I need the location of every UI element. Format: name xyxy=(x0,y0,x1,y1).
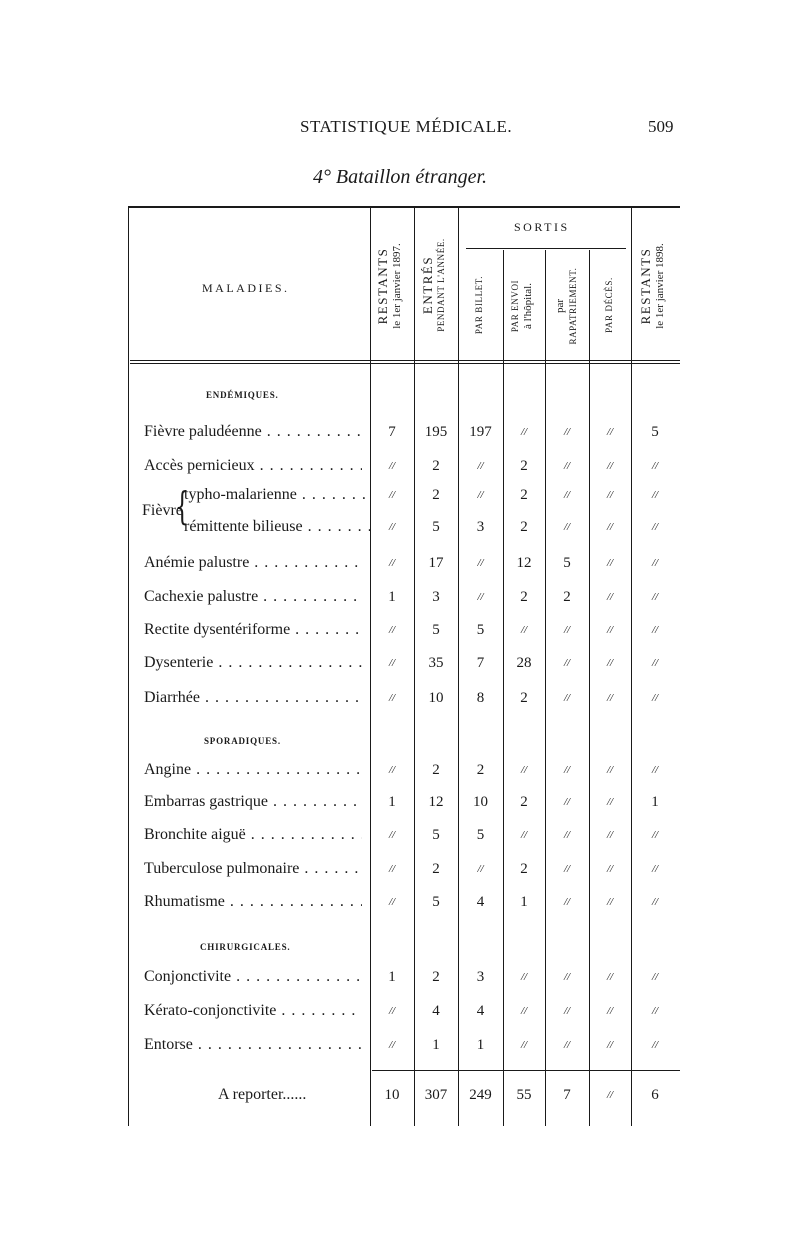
cell-restants-debut: 1 xyxy=(388,794,396,810)
cell-entres: 12 xyxy=(428,794,444,810)
fievre-brace: { xyxy=(174,484,190,528)
total-par-rapatriement: 7 xyxy=(563,1087,571,1103)
header-bottom-rule xyxy=(130,360,680,361)
cell-par-rapatriement: // xyxy=(563,657,571,669)
cell-par-envoi: 12 xyxy=(516,555,532,571)
cell-par-rapatriement: // xyxy=(563,829,571,841)
cell-par-billet: 5 xyxy=(476,827,485,843)
cell-par-rapatriement: // xyxy=(563,521,571,533)
row-label: Conjonctivite . . . xyxy=(144,965,362,989)
cell-par-envoi: 2 xyxy=(520,589,528,605)
total-par-billet: 249 xyxy=(469,1087,492,1103)
restants-debut-header xyxy=(376,221,408,351)
cell-restants-fin: // xyxy=(651,1005,659,1017)
cell-par-envoi: 2 xyxy=(520,519,528,535)
row-label: Rectite dysentériforme . . . xyxy=(144,618,362,642)
cell-entres: 3 xyxy=(432,589,440,605)
cell-par-deces: // xyxy=(606,829,614,841)
par-envoi-title: PAR ENVOI xyxy=(510,279,520,333)
cell-entres: 2 xyxy=(432,969,440,985)
table-row xyxy=(0,515,800,539)
row-label: Dysenterie . . . xyxy=(144,651,362,675)
running-title: STATISTIQUE MÉDICALE. xyxy=(300,117,513,136)
cell-par-envoi: // xyxy=(520,971,528,983)
total-row xyxy=(0,1083,800,1107)
row-label: Rhumatisme . . . xyxy=(144,890,362,914)
par-deces-header xyxy=(603,255,617,355)
cell-par-rapatriement: // xyxy=(563,796,571,808)
cell-par-rapatriement: // xyxy=(563,971,571,983)
cell-restants-fin: // xyxy=(651,557,659,569)
restants-fin-header xyxy=(639,221,671,351)
cell-par-envoi: // xyxy=(520,624,528,636)
cell-restants-debut: // xyxy=(388,829,396,841)
cell-entres: 10 xyxy=(428,690,444,706)
cell-par-envoi: // xyxy=(520,426,528,438)
cell-restants-debut: // xyxy=(388,1005,396,1017)
row-label: Entorse . . . xyxy=(144,1033,362,1057)
cell-restants-debut: // xyxy=(388,657,396,669)
total-restants-debut: 10 xyxy=(384,1087,400,1103)
cell-par-deces: // xyxy=(606,657,614,669)
cell-par-billet: // xyxy=(477,489,484,501)
cell-restants-debut: // xyxy=(388,460,396,472)
table-row xyxy=(0,999,800,1023)
cell-restants-fin: // xyxy=(651,591,659,603)
cell-par-envoi: // xyxy=(520,764,528,776)
cell-par-rapatriement: // xyxy=(563,1005,571,1017)
cell-par-deces: // xyxy=(606,692,614,704)
cell-restants-debut: // xyxy=(388,863,396,875)
cell-par-deces: // xyxy=(606,489,614,501)
cell-par-deces: // xyxy=(606,764,614,776)
cell-restants-fin: // xyxy=(651,1039,659,1051)
cell-par-billet: 2 xyxy=(476,762,485,778)
cell-par-rapatriement: 5 xyxy=(563,555,571,571)
cell-restants-fin: // xyxy=(651,692,659,704)
cell-restants-debut: // xyxy=(388,1039,396,1051)
total-label: A reporter...... xyxy=(218,1086,307,1103)
page-number: 509 xyxy=(648,117,674,136)
cell-par-rapatriement: // xyxy=(563,1039,571,1051)
row-label: Bronchite aiguë . . . xyxy=(144,823,362,847)
cell-par-billet: 5 xyxy=(476,622,485,638)
total-rule xyxy=(372,1070,680,1071)
cell-par-deces: // xyxy=(606,896,614,908)
cell-restants-debut: 7 xyxy=(388,424,396,440)
cell-restants-fin: // xyxy=(651,624,659,636)
cell-entres: 5 xyxy=(432,622,440,638)
row-label: Embarras gastrique . . . xyxy=(144,790,362,814)
cell-par-envoi: 1 xyxy=(520,894,528,910)
cell-par-deces: // xyxy=(606,1005,614,1017)
total-entres: 307 xyxy=(424,1087,448,1103)
cell-restants-debut: // xyxy=(388,764,396,776)
cell-par-billet: // xyxy=(477,460,484,472)
maladies-header: MALADIES. xyxy=(202,281,290,295)
cell-entres: 5 xyxy=(432,519,440,535)
cell-par-envoi: 2 xyxy=(520,487,528,503)
cell-entres: 195 xyxy=(424,424,448,440)
row-label: Angine . . . xyxy=(144,758,362,782)
table-row xyxy=(0,823,800,847)
cell-par-rapatriement: // xyxy=(563,692,571,704)
table-row xyxy=(0,420,800,444)
cell-par-billet: 4 xyxy=(476,1003,485,1019)
table-row xyxy=(0,651,800,675)
cell-entres: 35 xyxy=(428,655,444,671)
entres-header xyxy=(421,220,451,350)
cell-restants-debut: // xyxy=(388,624,396,636)
cell-par-billet: 3 xyxy=(476,969,485,985)
cell-par-billet: 3 xyxy=(476,519,485,535)
table-row xyxy=(0,1033,800,1057)
restants-debut-date: le 1er janvier 1897. xyxy=(391,243,403,329)
section-sporadiques: SPORADIQUES. xyxy=(204,736,281,746)
row-label: Kérato-conjonctivite . . . xyxy=(144,999,362,1023)
cell-entres: 5 xyxy=(432,827,440,843)
cell-restants-fin: // xyxy=(651,896,659,908)
entres-subtitle: PENDANT L'ANNÉE. xyxy=(436,238,446,332)
cell-restants-debut: // xyxy=(388,896,396,908)
table-top-rule xyxy=(128,206,680,208)
cell-par-billet: // xyxy=(477,557,484,569)
cell-par-billet: 1 xyxy=(476,1037,485,1053)
cell-par-envoi: // xyxy=(520,1039,528,1051)
cell-restants-fin: // xyxy=(651,764,659,776)
table-row xyxy=(0,857,800,881)
table-row xyxy=(0,890,800,914)
par-rapatriement-header xyxy=(553,256,581,356)
par-envoi-header xyxy=(509,256,537,356)
table-row xyxy=(0,790,800,814)
par-billet-title: PAR BILLET. xyxy=(474,275,484,335)
cell-par-envoi: 2 xyxy=(520,458,528,474)
cell-par-envoi: // xyxy=(520,1005,528,1017)
cell-par-rapatriement: // xyxy=(563,426,571,438)
cell-entres: 2 xyxy=(432,861,440,877)
fievre-group-label: Fièvre xyxy=(142,502,183,519)
row-label: rémittente bilieuse . . . xyxy=(184,515,370,539)
cell-entres: 5 xyxy=(432,894,440,910)
par-rapatriement-title: par xyxy=(554,298,566,314)
cell-par-rapatriement: // xyxy=(563,896,571,908)
par-envoi-subtitle: à l'hôpital. xyxy=(522,283,534,329)
cell-restants-fin: // xyxy=(651,460,659,472)
cell-par-rapatriement: // xyxy=(563,489,571,501)
cell-entres: 2 xyxy=(432,487,440,503)
cell-restants-debut: // xyxy=(388,489,396,501)
restants-debut-title: RESTANTS xyxy=(375,247,390,325)
row-label: Diarrhée . . . xyxy=(144,686,362,710)
cell-restants-debut: // xyxy=(388,521,396,533)
cell-restants-debut: 1 xyxy=(388,969,396,985)
cell-entres: 2 xyxy=(432,458,440,474)
entres-title: ENTRÉS xyxy=(420,255,435,315)
cell-restants-fin: // xyxy=(651,863,659,875)
header-bottom-rule xyxy=(130,363,680,364)
total-restants-fin: 6 xyxy=(651,1087,659,1103)
section-chirurgicales: CHIRURGICALES. xyxy=(200,942,291,952)
cell-par-deces: // xyxy=(606,1039,614,1051)
cell-entres: 1 xyxy=(432,1037,440,1053)
cell-par-deces: // xyxy=(606,521,614,533)
cell-par-billet: // xyxy=(477,591,484,603)
cell-entres: 17 xyxy=(428,555,444,571)
cell-restants-fin: // xyxy=(651,829,659,841)
cell-par-envoi: // xyxy=(520,829,528,841)
cell-par-rapatriement: // xyxy=(563,863,571,875)
cell-restants-debut: // xyxy=(388,692,396,704)
cell-par-deces: // xyxy=(606,591,614,603)
cell-par-envoi: 2 xyxy=(520,861,528,877)
cell-par-billet: 4 xyxy=(476,894,485,910)
table-row xyxy=(0,454,800,478)
cell-par-rapatriement: // xyxy=(563,764,571,776)
restants-fin-date: le 1er janvier 1898. xyxy=(654,243,666,329)
table-row xyxy=(0,618,800,642)
section-endemiques: ENDÉMIQUES. xyxy=(206,390,279,400)
cell-restants-fin: 5 xyxy=(651,424,659,440)
row-label: Accès pernicieux . . . xyxy=(144,454,362,478)
cell-par-deces: // xyxy=(606,971,614,983)
cell-restants-debut: 1 xyxy=(388,589,396,605)
cell-par-billet: 7 xyxy=(476,655,485,671)
cell-par-billet: // xyxy=(477,863,484,875)
cell-entres: 4 xyxy=(432,1003,440,1019)
cell-par-envoi: 2 xyxy=(520,690,528,706)
row-label: Fièvre paludéenne . . . xyxy=(144,420,362,444)
cell-restants-fin: // xyxy=(651,489,659,501)
row-label: Anémie palustre . . . xyxy=(144,551,362,575)
sortis-header: SORTIS xyxy=(514,220,570,234)
cell-restants-debut: // xyxy=(388,557,396,569)
cell-restants-fin: // xyxy=(651,971,659,983)
total-par-deces: // xyxy=(606,1089,614,1101)
par-deces-title: PAR DÉCÈS. xyxy=(604,277,614,333)
cell-par-envoi: 28 xyxy=(516,655,532,671)
cell-par-deces: // xyxy=(606,460,614,472)
cell-restants-fin: 1 xyxy=(651,794,659,810)
cell-par-deces: // xyxy=(606,796,614,808)
cell-par-deces: // xyxy=(606,624,614,636)
table-title: 4° Bataillon étranger. xyxy=(312,166,488,188)
table-row xyxy=(0,758,800,782)
table-row xyxy=(0,483,800,507)
cell-par-rapatriement: // xyxy=(563,624,571,636)
total-par-envoi: 55 xyxy=(516,1087,532,1103)
table-row xyxy=(0,551,800,575)
table-row xyxy=(0,585,800,609)
cell-restants-fin: // xyxy=(651,521,659,533)
row-label: typho-malarienne . . . xyxy=(184,483,370,507)
cell-par-deces: // xyxy=(606,863,614,875)
cell-par-billet: 197 xyxy=(469,424,492,440)
cell-entres: 2 xyxy=(432,762,440,778)
cell-par-billet: 8 xyxy=(476,690,485,706)
cell-par-billet: 10 xyxy=(473,794,488,810)
row-label: Tuberculose pulmonaire . . . xyxy=(144,857,362,881)
cell-par-deces: // xyxy=(606,557,614,569)
cell-par-rapatriement: 2 xyxy=(563,589,571,605)
table-row xyxy=(0,686,800,710)
cell-par-envoi: 2 xyxy=(520,794,528,810)
par-billet-header xyxy=(473,255,487,355)
restants-fin-title: RESTANTS xyxy=(638,247,653,325)
cell-restants-fin: // xyxy=(651,657,659,669)
par-rapatriement-subtitle: RAPATRIEMENT. xyxy=(568,267,578,345)
cell-par-rapatriement: // xyxy=(563,460,571,472)
row-label: Cachexie palustre . . . xyxy=(144,585,362,609)
sortis-brace-rule xyxy=(466,248,626,249)
table-row xyxy=(0,965,800,989)
cell-par-deces: // xyxy=(606,426,614,438)
